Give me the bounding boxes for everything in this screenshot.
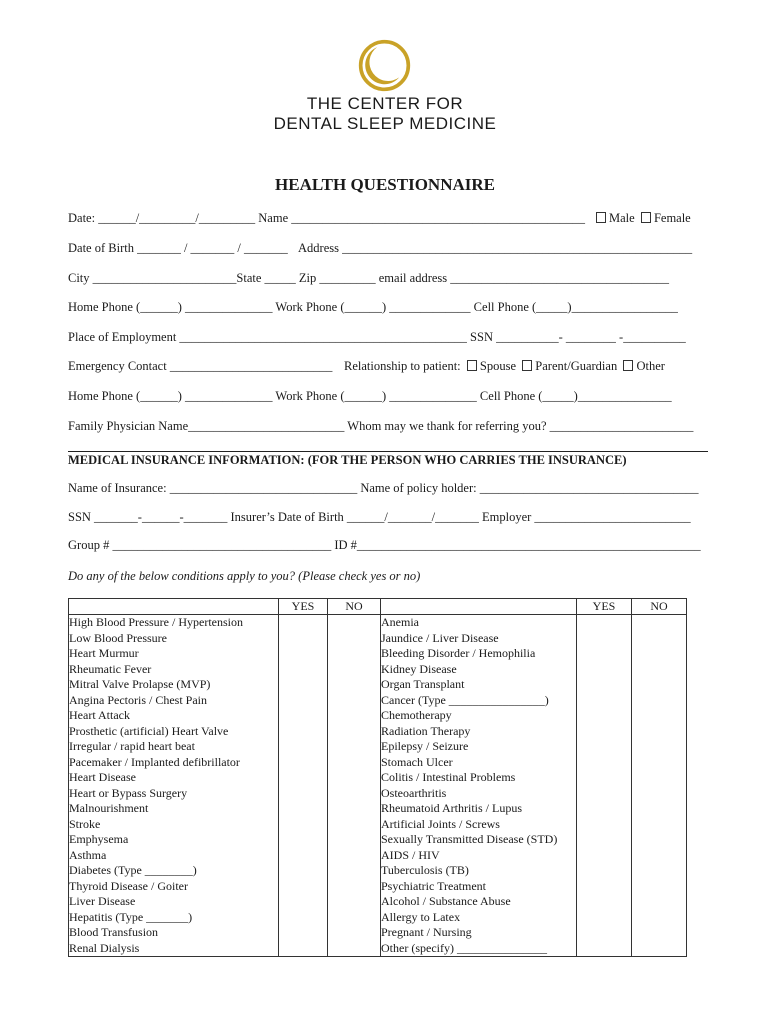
right-condition-item: Tuberculosis (TB) [381, 863, 469, 877]
left-condition-item: Diabetes (Type ________) [69, 863, 197, 877]
left-condition-item: Asthma [69, 847, 107, 862]
parent-guardian-label: Parent/Guardian [535, 359, 618, 373]
conditions-prompt: Do any of the below conditions apply to you? (Please check yes or no) [68, 569, 421, 583]
right-condition-item: Stomach Ulcer [381, 754, 453, 769]
dob-field[interactable]: Date of Birth _______ / _______ / _______ [68, 241, 288, 255]
right-condition-item: Other (specify) _______________ [381, 940, 547, 955]
right-condition-item: Anemia [381, 615, 419, 629]
right-condition-item: Chemotherapy [381, 708, 452, 722]
spouse-label: Spouse [479, 359, 517, 373]
right-condition-item: Allergy to Latex [381, 909, 461, 924]
center-logo-icon [357, 38, 412, 93]
right-yes-header: YES [577, 599, 632, 615]
relationship-options [344, 359, 665, 374]
right-condition-item: Jaundice / Liver Disease [381, 630, 499, 645]
left-condition-item: Blood Transfusion [69, 925, 159, 939]
right-conditions-list [381, 615, 577, 957]
right-condition-item: Osteoarthritis [381, 785, 447, 800]
left-condition-item: Angina Pectoris / Chest Pain [69, 692, 207, 707]
male-label: Male [609, 211, 635, 225]
insurance-ssn-dob-field[interactable]: SSN _______-______-_______ Insurer’s Date of Birth ______/_______/_______ Employer _________________________ [68, 510, 691, 524]
right-condition-item: Epilepsy / Seizure [381, 739, 469, 753]
left-condition-item: Renal Dialysis [69, 940, 140, 955]
left-no-column[interactable] [328, 615, 381, 957]
left-condition-item: Thyroid Disease / Goiter [69, 878, 188, 893]
left-condition-item: High Blood Pressure / Hypertension [69, 615, 243, 629]
right-condition-item: Kidney Disease [381, 661, 457, 676]
parent-guardian-checkbox[interactable] [522, 360, 532, 371]
right-condition-item: Bleeding Disorder / Hemophilia [381, 646, 536, 660]
org-name-line1: THE CENTER FOR [306, 94, 464, 113]
left-condition-item: Heart Murmur [69, 646, 139, 660]
right-condition-item: Psychiatric Treatment [381, 878, 486, 893]
right-header-blank [381, 599, 577, 615]
other-checkbox[interactable] [623, 360, 633, 371]
gender-options [596, 211, 691, 226]
left-condition-item: Emphysema [69, 832, 129, 846]
relationship-label: Relationship to patient: [344, 359, 461, 373]
left-condition-item: Stroke [69, 816, 101, 831]
right-yes-column[interactable] [577, 615, 632, 957]
left-condition-item: Hepatitis (Type _______) [69, 909, 193, 924]
left-condition-item: Low Blood Pressure [69, 630, 167, 645]
city-state-zip-email-field[interactable]: City _______________________State _____ Zip _________ email address ___________________________________ [68, 271, 670, 285]
right-condition-item: Organ Transplant [381, 677, 465, 691]
right-condition-item: AIDS / HIV [381, 847, 440, 862]
phones-field[interactable]: Home Phone (______) ______________ Work Phone (______) _____________ Cell Phone (_____)_________________ [68, 300, 678, 314]
insurance-group-id-field[interactable]: Group # ___________________________________ ID #_______________________________________________________ [68, 538, 701, 552]
left-condition-item: Pacemaker / Implanted defibrillator [69, 754, 240, 769]
right-no-header: NO [632, 599, 687, 615]
male-checkbox[interactable] [596, 212, 606, 223]
right-condition-item: Rheumatoid Arthritis / Lupus [381, 801, 522, 815]
left-condition-item: Irregular / rapid heart beat [69, 739, 195, 753]
insurance-name-field[interactable]: Name of Insurance: ______________________________ Name of policy holder: ___________________________________ [68, 481, 699, 495]
physician-referral-field[interactable]: Family Physician Name_________________________ Whom may we thank for referring you? _______________________ [68, 419, 694, 433]
emergency-phones-field[interactable]: Home Phone (______) ______________ Work Phone (______) ______________ Cell Phone (_____)_______________ [68, 389, 672, 403]
left-yes-header: YES [279, 599, 328, 615]
address-field[interactable]: Address ________________________________________________________ [298, 241, 693, 255]
left-no-header: NO [328, 599, 381, 615]
left-condition-item: Rheumatic Fever [69, 661, 152, 676]
spouse-checkbox[interactable] [467, 360, 477, 371]
left-conditions-list [69, 615, 279, 957]
employment-ssn-field[interactable]: Place of Employment ______________________________________________ SSN __________- ________ -__________ [68, 330, 686, 344]
left-condition-item: Mitral Valve Prolapse (MVP) [69, 677, 211, 691]
left-condition-item: Heart Disease [69, 770, 136, 784]
emergency-contact-field[interactable]: Emergency Contact __________________________ [68, 359, 333, 373]
female-checkbox[interactable] [641, 212, 651, 223]
other-label: Other [636, 359, 665, 373]
left-condition-item: Liver Disease [69, 894, 136, 908]
right-no-column[interactable] [632, 615, 687, 957]
left-condition-item: Prosthetic (artificial) Heart Valve [69, 723, 229, 738]
right-condition-item: Sexually Transmitted Disease (STD) [381, 832, 558, 846]
right-condition-item: Colitis / Intestinal Problems [381, 770, 516, 784]
conditions-table [68, 598, 687, 957]
left-yes-column[interactable] [279, 615, 328, 957]
left-condition-item: Heart Attack [69, 708, 130, 722]
left-condition-item: Malnourishment [69, 801, 149, 815]
right-condition-item: Pregnant / Nursing [381, 925, 472, 939]
date-name-field[interactable]: Date: ______/_________/_________ Name _______________________________________________ [68, 211, 585, 225]
right-condition-item: Radiation Therapy [381, 723, 471, 738]
right-condition-item: Alcohol / Substance Abuse [381, 894, 511, 908]
right-condition-item: Cancer (Type ________________) [381, 692, 549, 707]
female-label: Female [653, 211, 691, 225]
page-title: HEALTH QUESTIONNAIRE [275, 175, 495, 194]
left-condition-item: Heart or Bypass Surgery [69, 785, 188, 800]
org-name-line2: DENTAL SLEEP MEDICINE [273, 114, 497, 133]
left-header-blank [69, 599, 279, 615]
right-condition-item: Artificial Joints / Screws [381, 816, 500, 831]
insurance-heading: MEDICAL INSURANCE INFORMATION: (FOR THE PERSON WHO CARRIES THE INSURANCE) [68, 451, 708, 468]
